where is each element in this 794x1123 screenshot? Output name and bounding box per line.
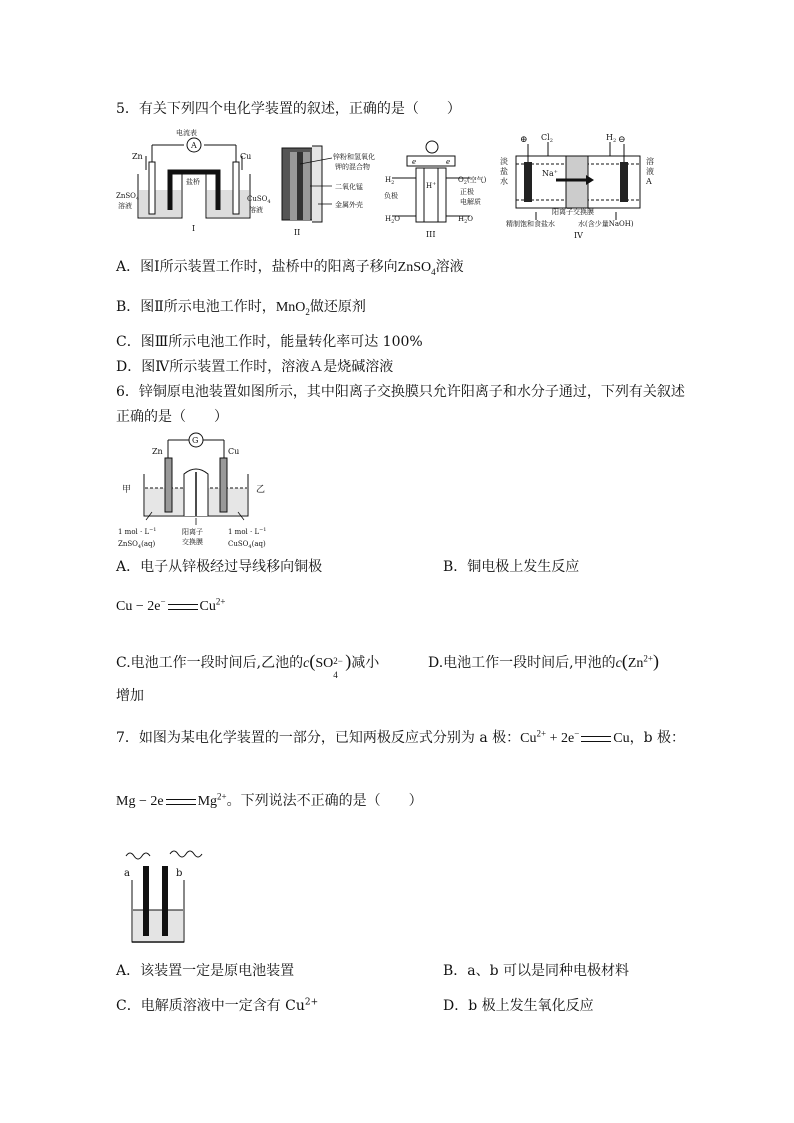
fig4-h2: $H_2$ <box>606 133 617 144</box>
fig6-membrane-2: 交换膜 <box>182 538 203 546</box>
fig2-caption: II <box>294 228 301 237</box>
fig4-caption: IV <box>574 231 583 240</box>
fig6-jia: 甲 <box>122 485 132 495</box>
fig2-label-1: 锌粉和氢氧化 <box>333 153 375 161</box>
fig4-plus: ⊕ <box>520 135 528 145</box>
q6-option-b[interactable]: B．铜电极上发生反应 <box>443 559 580 575</box>
fig1-right-solution-2: 溶液 <box>249 206 263 214</box>
fig6-galvanometer: G <box>192 436 199 445</box>
q7-option-c[interactable]: C．电解质溶液中一定含有 $Cu^{2+}$ <box>116 997 319 1014</box>
q5-option-a-text-2: 溶液 <box>435 259 464 275</box>
q5-stem: 5．有关下列四个电化学装置的叙述，正确的是（ ） <box>116 101 461 117</box>
fig3-electrolyte: 电解质 <box>460 198 481 206</box>
fig3-caption: III <box>426 230 436 239</box>
q5-option-b-text: B．图Ⅱ所示电池工作时， <box>116 299 276 315</box>
fig6-left-solution: ZnSO$_4$(aq) <box>118 540 156 550</box>
fig7-electrode-a: a <box>124 868 130 879</box>
fig4-solution-a-3: A <box>646 177 652 186</box>
q5-option-b-formula: MnO$_2$ <box>275 300 310 317</box>
q7-option-d[interactable]: D．b 极上发生氧化反应 <box>443 998 594 1014</box>
fig4-solution-a-2: 液 <box>646 167 654 176</box>
fig4-solution-a-1: 溶 <box>646 157 654 166</box>
q6-stem-line-1: 6．锌铜原电池装置如图所示，其中阳离子交换膜只允许阳离子和水分子通过，下列有关叙述 <box>116 384 685 400</box>
fig6-zn: Zn <box>152 447 163 456</box>
fig2-label-4: 金属外壳 <box>335 201 363 209</box>
fig6-right-conc: 1 mol · $L^{-1}$ <box>228 527 267 536</box>
fig3-e-left: e <box>412 158 417 166</box>
q5-option-d[interactable]: D．图Ⅳ所示装置工作时，溶液Ａ是烧碱溶液 <box>116 359 394 375</box>
fig3-positive: 正极 <box>460 188 474 196</box>
fig1-salt-bridge: 盐桥 <box>186 178 200 186</box>
q6-option-a[interactable]: A．电子从锌极经过导线移向铜极 <box>116 559 323 575</box>
fig7-electrode-b: b <box>176 868 183 879</box>
fig3-water-left: $H_2O$ <box>385 215 401 225</box>
q6-option-c[interactable]: C.电池工作一段时间后,乙池的c(SO 2− 4 )减小 <box>116 651 380 680</box>
fig4-dilute-brine-1: 淡 <box>500 157 508 166</box>
q7-figure <box>118 838 208 948</box>
fig1-cu: Cu <box>240 152 252 161</box>
fig3-o2: $O_2$(空气) <box>458 176 487 186</box>
q5-figure-1 <box>114 128 276 234</box>
fig1-caption: I <box>192 224 196 233</box>
fig1-right-solution: CuSO$_4$ <box>247 195 271 205</box>
fig2-label-3: 二氧化锰 <box>335 183 363 191</box>
q5-option-b[interactable] <box>116 298 366 317</box>
fig1-ammeter-label: 电流表 <box>176 129 197 137</box>
q5-option-b-text-2: 做还原剂 <box>309 299 366 315</box>
fig1-left-solution: ZnSO$_4$ <box>116 192 140 202</box>
q6-option-d-continued: 增加 <box>116 688 144 704</box>
fig1-left-solution-2: 溶液 <box>118 202 132 210</box>
q7-option-b[interactable]: B．a、b 可以是同种电极材料 <box>443 963 630 979</box>
fig4-na: Na+ <box>542 169 558 178</box>
fig6-cu: Cu <box>228 447 240 456</box>
fig3-e-right: e <box>446 158 451 166</box>
q5-option-c[interactable]: C．图Ⅲ所示电池工作时，能量转化率可达 100% <box>116 334 423 350</box>
q6-option-d[interactable]: D.电池工作一段时间后,甲池的$c(Zn^{2+})$ <box>428 651 659 671</box>
fig3-h2: $H_2$ <box>385 176 395 186</box>
q5-figure-4 <box>496 128 666 240</box>
fig6-right-solution: CuSO$_4$(aq) <box>228 540 266 550</box>
q5-figure-3 <box>382 136 492 240</box>
q7-stem-line-1: 7．如图为某电化学装置的一部分，已知两极反应式分别为 a 极：$Cu^{2+} + 2e^-$ Cu，b 极： <box>116 728 686 746</box>
fig1-ammeter-symbol: A <box>191 141 197 150</box>
q5-option-a-formula: ZnSO$_4$ <box>397 260 436 277</box>
q5-figure-2 <box>272 142 382 238</box>
fig4-dilute-brine-3: 水 <box>500 177 508 186</box>
fig1-zn: Zn <box>132 152 143 161</box>
q5-option-a-text: A．图Ⅰ所示装置工作时，盐桥中的阳离子移向 <box>116 259 398 275</box>
q7-stem-line-2: Mg − 2e $Mg^{2+}$。下列说法不正确的是（ ） <box>116 791 423 809</box>
fig4-feed-left: 精制饱和食盐水 <box>506 220 555 228</box>
q6-figure <box>116 430 278 554</box>
q6-stem-line-2: 正确的是（ ） <box>116 409 228 425</box>
fig2-label-2: 钾的混合物 <box>335 163 370 171</box>
fig4-membrane: 阳离子交换膜 <box>552 208 594 216</box>
fig3-hplus: H+ <box>426 181 437 190</box>
fig6-yi: 乙 <box>256 485 266 495</box>
fig6-membrane-1: 阳离子 <box>182 528 203 536</box>
q6-option-b-equation: Cu − 2e− $Cu^{2+}$ <box>116 596 226 614</box>
fig3-water-right: $H_2O$ <box>458 215 474 225</box>
fig4-minus: ⊖ <box>618 135 626 145</box>
fig4-dilute-brine-2: 盐 <box>500 167 508 176</box>
fig4-feed-right: 水(含少量NaOH) <box>578 220 634 228</box>
fig3-negative: 负极 <box>384 192 398 200</box>
fig6-left-conc: 1 mol · $L^{-1}$ <box>118 527 157 536</box>
q5-option-a[interactable] <box>116 258 464 277</box>
fig4-cl2: $Cl_2$ <box>541 133 553 144</box>
q7-option-a[interactable]: A．该装置一定是原电池装置 <box>116 963 295 979</box>
